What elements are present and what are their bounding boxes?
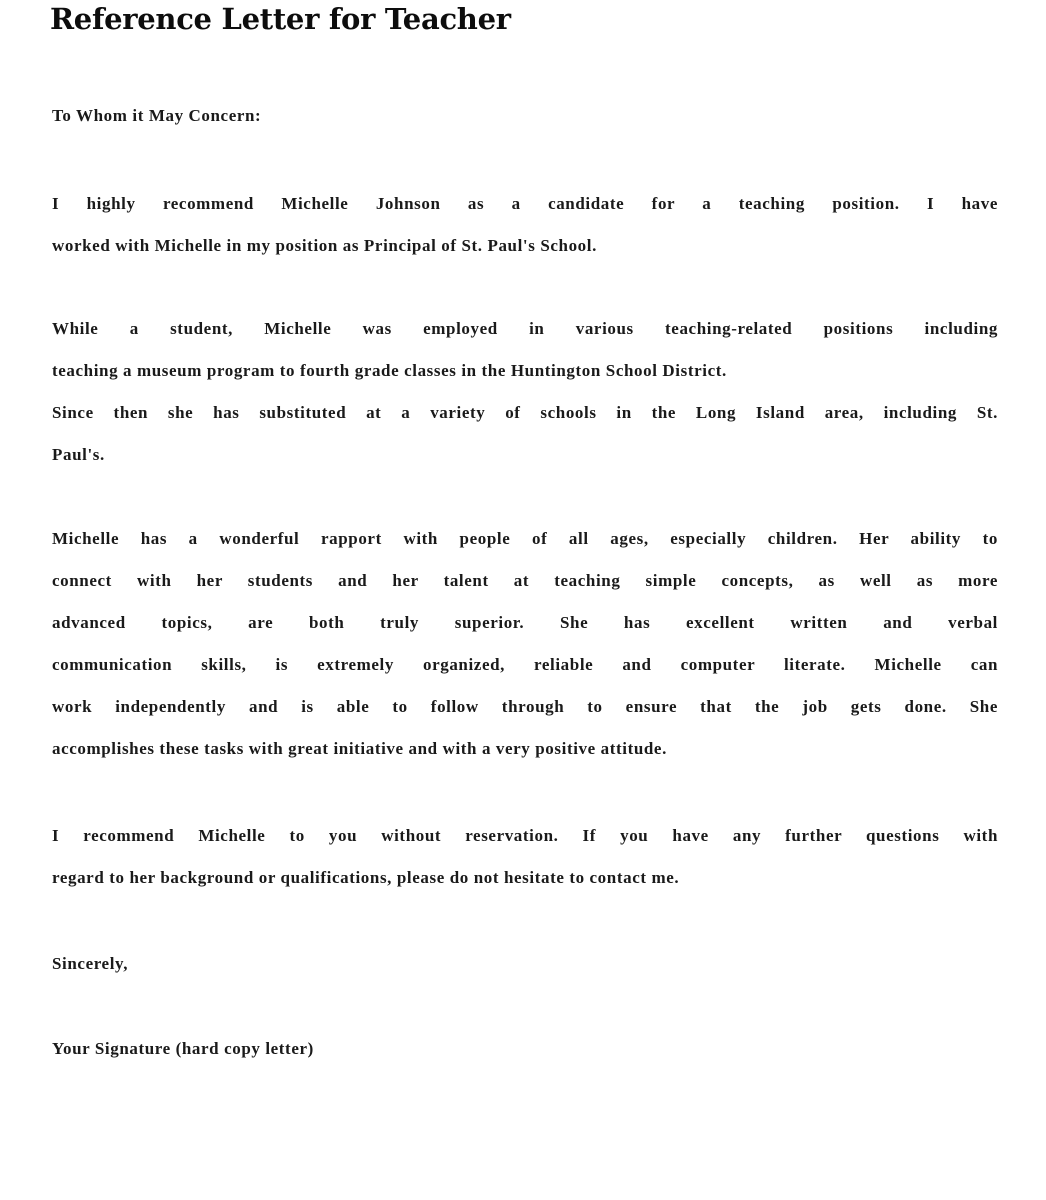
paragraph-line: worked with Michelle in my position as Principal of St. Paul's School. bbox=[52, 236, 597, 255]
paragraph-line: Paul's. bbox=[52, 445, 105, 464]
paragraph-line: teaching a museum program to fourth grade classes in the Huntington School District. bbox=[52, 361, 727, 380]
paragraph-line: work independently and is able to follow through to ensure that the job gets done. She bbox=[52, 697, 998, 716]
paragraph-line: I recommend Michelle to you without reservation. If you have any further questions with bbox=[52, 826, 998, 845]
letter-title: Reference Letter for Teacher bbox=[50, 2, 511, 36]
paragraph-experience bbox=[52, 308, 998, 476]
paragraph-line: While a student, Michelle was employed in various teaching-related positions including bbox=[52, 319, 998, 338]
paragraph-line: connect with her students and her talent at teaching simple concepts, as well as more bbox=[52, 571, 998, 590]
closing: Sincerely, bbox=[52, 954, 129, 973]
paragraph-closing-remarks bbox=[52, 815, 998, 899]
paragraph-line: regard to her background or qualifications, please do not hesitate to contact me. bbox=[52, 868, 680, 887]
paragraph-line: I highly recommend Michelle Johnson as a candidate for a teaching position. I have bbox=[52, 194, 998, 213]
paragraph-line: Michelle has a wonderful rapport with people of all ages, especially children. Her ability to bbox=[52, 529, 998, 548]
paragraph-line: advanced topics, are both truly superior. She has excellent written and verbal bbox=[52, 613, 998, 632]
paragraph-line: communication skills, is extremely organized, reliable and computer literate. Michelle can bbox=[52, 655, 998, 674]
salutation: To Whom it May Concern: bbox=[52, 106, 262, 125]
paragraph-qualities bbox=[52, 518, 998, 770]
paragraph-recommendation bbox=[52, 183, 998, 267]
paragraph-line: Since then she has substituted at a variety of schools in the Long Island area, including St. bbox=[52, 403, 998, 422]
paragraph-line: accomplishes these tasks with great initiative and with a very positive attitude. bbox=[52, 739, 667, 758]
signature-line: Your Signature (hard copy letter) bbox=[52, 1039, 314, 1058]
